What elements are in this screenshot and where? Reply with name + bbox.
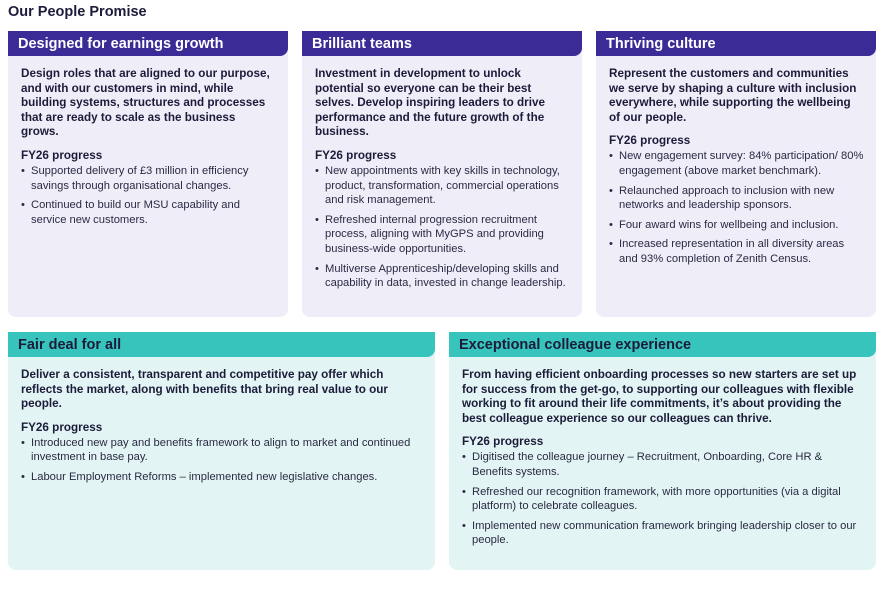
list-item: • Relaunched approach to inclusion with new networks and leadership sponsors. xyxy=(609,184,864,213)
list-item: • Increased representation in all diversity areas and 93% completion of Zenith Census. xyxy=(609,237,864,266)
list-item: • Multiverse Apprenticeship/developing skills and capability in data, invested in change leadership. xyxy=(315,262,570,291)
card-exceptional-colleague-experience xyxy=(449,332,876,570)
card-body xyxy=(8,357,435,485)
card-brilliant-teams xyxy=(302,31,582,317)
list-item: • Refreshed internal progression recruitment process, aligning with MyGPS and providing business-wide opportunities. xyxy=(315,213,570,257)
progress-list xyxy=(21,164,276,227)
progress-heading: FY26 progress xyxy=(462,435,544,449)
page-title: Our People Promise xyxy=(8,4,147,20)
list-item: • New appointments with key skills in technology, product, transformation, commercial operations and risk management. xyxy=(315,164,570,208)
list-item: • Refreshed our recognition framework, with more opportunities (via a digital platform) to celebrate colleagues. xyxy=(462,485,864,514)
card-body xyxy=(449,357,876,548)
card-title: Thriving culture xyxy=(596,31,876,56)
list-item: • Continued to build our MSU capability and service new customers. xyxy=(21,198,276,227)
card-thriving-culture xyxy=(596,31,876,317)
list-item: • Digitised the colleague journey – Recruitment, Onboarding, Core HR & Benefits systems. xyxy=(462,450,864,479)
card-title: Exceptional colleague experience xyxy=(449,332,876,357)
card-title: Fair deal for all xyxy=(8,332,435,357)
list-item: • Implemented new communication framework bringing leadership closer to our people. xyxy=(462,519,864,548)
list-item: • Supported delivery of £3 million in efficiency savings through organisational changes. xyxy=(21,164,276,193)
progress-list xyxy=(609,149,864,266)
card-intro: Deliver a consistent, transparent and competitive pay offer which reflects the market, along with benefits that bring real value to our people. xyxy=(21,368,388,411)
list-item: • Labour Employment Reforms – implemented new legislative changes. xyxy=(21,470,423,485)
card-body xyxy=(596,56,876,267)
card-title: Designed for earnings growth xyxy=(8,31,288,56)
progress-list xyxy=(462,450,864,548)
progress-heading: FY26 progress xyxy=(21,420,103,434)
progress-list xyxy=(21,436,423,485)
card-intro: Represent the customers and communities we serve by shaping a culture with inclusion everywhere, while supporting the wellbeing of our people. xyxy=(609,67,857,124)
card-intro: Design roles that are aligned to our purpose, and with our customers in mind, while building systems, structures and processes that are ready to scale as the business grows. xyxy=(21,67,270,139)
card-title: Brilliant teams xyxy=(302,31,582,56)
progress-heading: FY26 progress xyxy=(21,148,103,162)
card-body xyxy=(302,56,582,291)
card-designed-for-earnings-growth xyxy=(8,31,288,317)
card-intro: From having efficient onboarding processes so new starters are set up for success from the get-go, to supporting our colleagues with flexible working to fit around their life commitments, it’s about providing the best colleague experience so our colleagues can thrive. xyxy=(462,368,857,425)
list-item: • New engagement survey: 84% participation/ 80% engagement (above market benchmark). xyxy=(609,149,864,178)
progress-heading: FY26 progress xyxy=(315,148,397,162)
card-intro: Investment in development to unlock potential so everyone can be their best selves. Develop inspiring leaders to drive performance and the future growth of the business. xyxy=(315,67,545,139)
list-item: • Introduced new pay and benefits framework to align to market and continued investment in base pay. xyxy=(21,436,423,465)
progress-heading: FY26 progress xyxy=(609,134,691,148)
card-body xyxy=(8,56,288,227)
card-fair-deal-for-all xyxy=(8,332,435,570)
progress-list xyxy=(315,164,570,291)
list-item: • Four award wins for wellbeing and inclusion. xyxy=(609,218,864,233)
